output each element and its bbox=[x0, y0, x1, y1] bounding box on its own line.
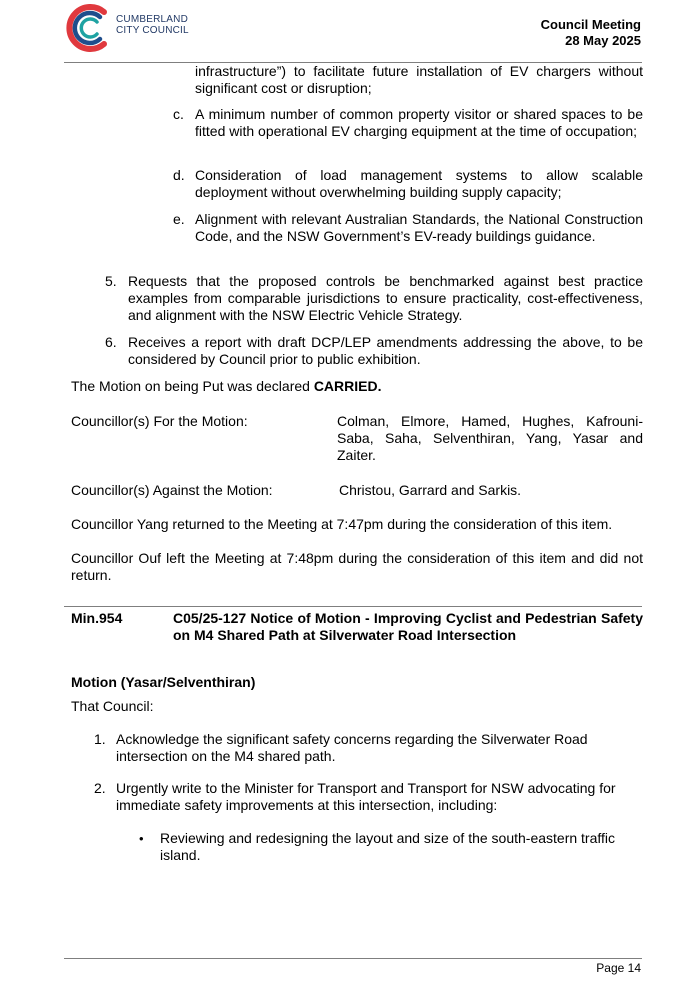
motion-intro: That Council: bbox=[71, 698, 154, 714]
bullet-item-text: Reviewing and redesigning the layout and size of the south-eastern traffic island. bbox=[160, 830, 616, 863]
sub-item-text: Consideration of load management systems to allow scalable deployment without overwhelming building supply capacity; bbox=[195, 167, 643, 200]
meeting-title: Council Meeting bbox=[540, 17, 641, 32]
logo-line-1: CUMBERLAND bbox=[116, 14, 189, 25]
council-logo bbox=[64, 2, 204, 54]
votes-for-names: Colman, Elmore, Hamed, Hughes, Kafrouni-Saba, Saha, Selventhiran, Yang, Yasar and Zaiter. bbox=[337, 413, 643, 463]
list-item-text: Receives a report with draft DCP/LEP amendments addressing the above, to be considered by Council prior to public exhibition. bbox=[128, 334, 643, 367]
bullet-icon: • bbox=[139, 831, 144, 846]
sub-item-text: Alignment with relevant Australian Standards, the National Construction Code, and the NSW Government’s EV-ready buildings guidance. bbox=[195, 211, 643, 244]
motion-item-marker: 2. bbox=[94, 780, 106, 796]
motion-result-status: CARRIED. bbox=[313, 378, 382, 394]
logo-line-2: CITY COUNCIL bbox=[116, 25, 189, 36]
motion-result-prefix: The Motion on being Put was declared bbox=[71, 378, 314, 394]
votes-for-label: Councillor(s) For the Motion: bbox=[71, 413, 248, 429]
votes-against-names: Christou, Garrard and Sarkis. bbox=[339, 482, 522, 498]
list-item-text: Requests that the proposed controls be benchmarked against best practice examples from comparable jurisdictions to ensure practicality, cost-effectiveness, and alignment with the NSW Electric Vehicle Strategy. bbox=[128, 273, 643, 323]
attendance-note: Councillor Yang returned to the Meeting at 7:47pm during the consideration of this item. bbox=[71, 516, 613, 532]
cumberland-logo-icon bbox=[64, 2, 116, 54]
votes-against-label: Councillor(s) Against the Motion: bbox=[71, 482, 273, 498]
footer-rule bbox=[64, 958, 642, 959]
sub-item-text: A minimum number of common property visitor or shared spaces to be fitted with operational EV charging equipment at the time of occupation; bbox=[195, 106, 643, 139]
motion-heading: Motion (Yasar/Selventhiran) bbox=[71, 674, 256, 690]
minute-number: Min.954 bbox=[71, 610, 123, 626]
meeting-date: 28 May 2025 bbox=[565, 33, 641, 48]
meeting-header bbox=[541, 17, 641, 49]
sub-item-marker: e. bbox=[173, 211, 185, 227]
motion-item-text: Acknowledge the significant safety concerns regarding the Silverwater Road intersection on the M4 shared path. bbox=[116, 731, 588, 764]
sub-item-marker: c. bbox=[173, 106, 184, 122]
continued-text: infrastructure”) to facilitate future installation of EV chargers without significant cost or disruption; bbox=[195, 63, 643, 96]
sub-item-marker: d. bbox=[173, 167, 185, 183]
list-item-marker: 5. bbox=[105, 273, 117, 289]
list-item-marker: 6. bbox=[105, 334, 117, 350]
motion-result bbox=[71, 378, 643, 395]
logo-text bbox=[116, 14, 189, 36]
motion-item-marker: 1. bbox=[94, 731, 106, 747]
attendance-note: Councillor Ouf left the Meeting at 7:48pm during the consideration of this item and did not return. bbox=[71, 550, 643, 583]
page-number: Page 14 bbox=[596, 961, 641, 975]
section-rule bbox=[64, 606, 642, 607]
motion-item-text: Urgently write to the Minister for Transport and Transport for NSW advocating for immediate safety improvements at this intersection, including: bbox=[116, 780, 616, 813]
minute-title: C05/25-127 Notice of Motion - Improving Cyclist and Pedestrian Safety on M4 Shared Path at Silverwater Road Intersection bbox=[173, 610, 643, 643]
